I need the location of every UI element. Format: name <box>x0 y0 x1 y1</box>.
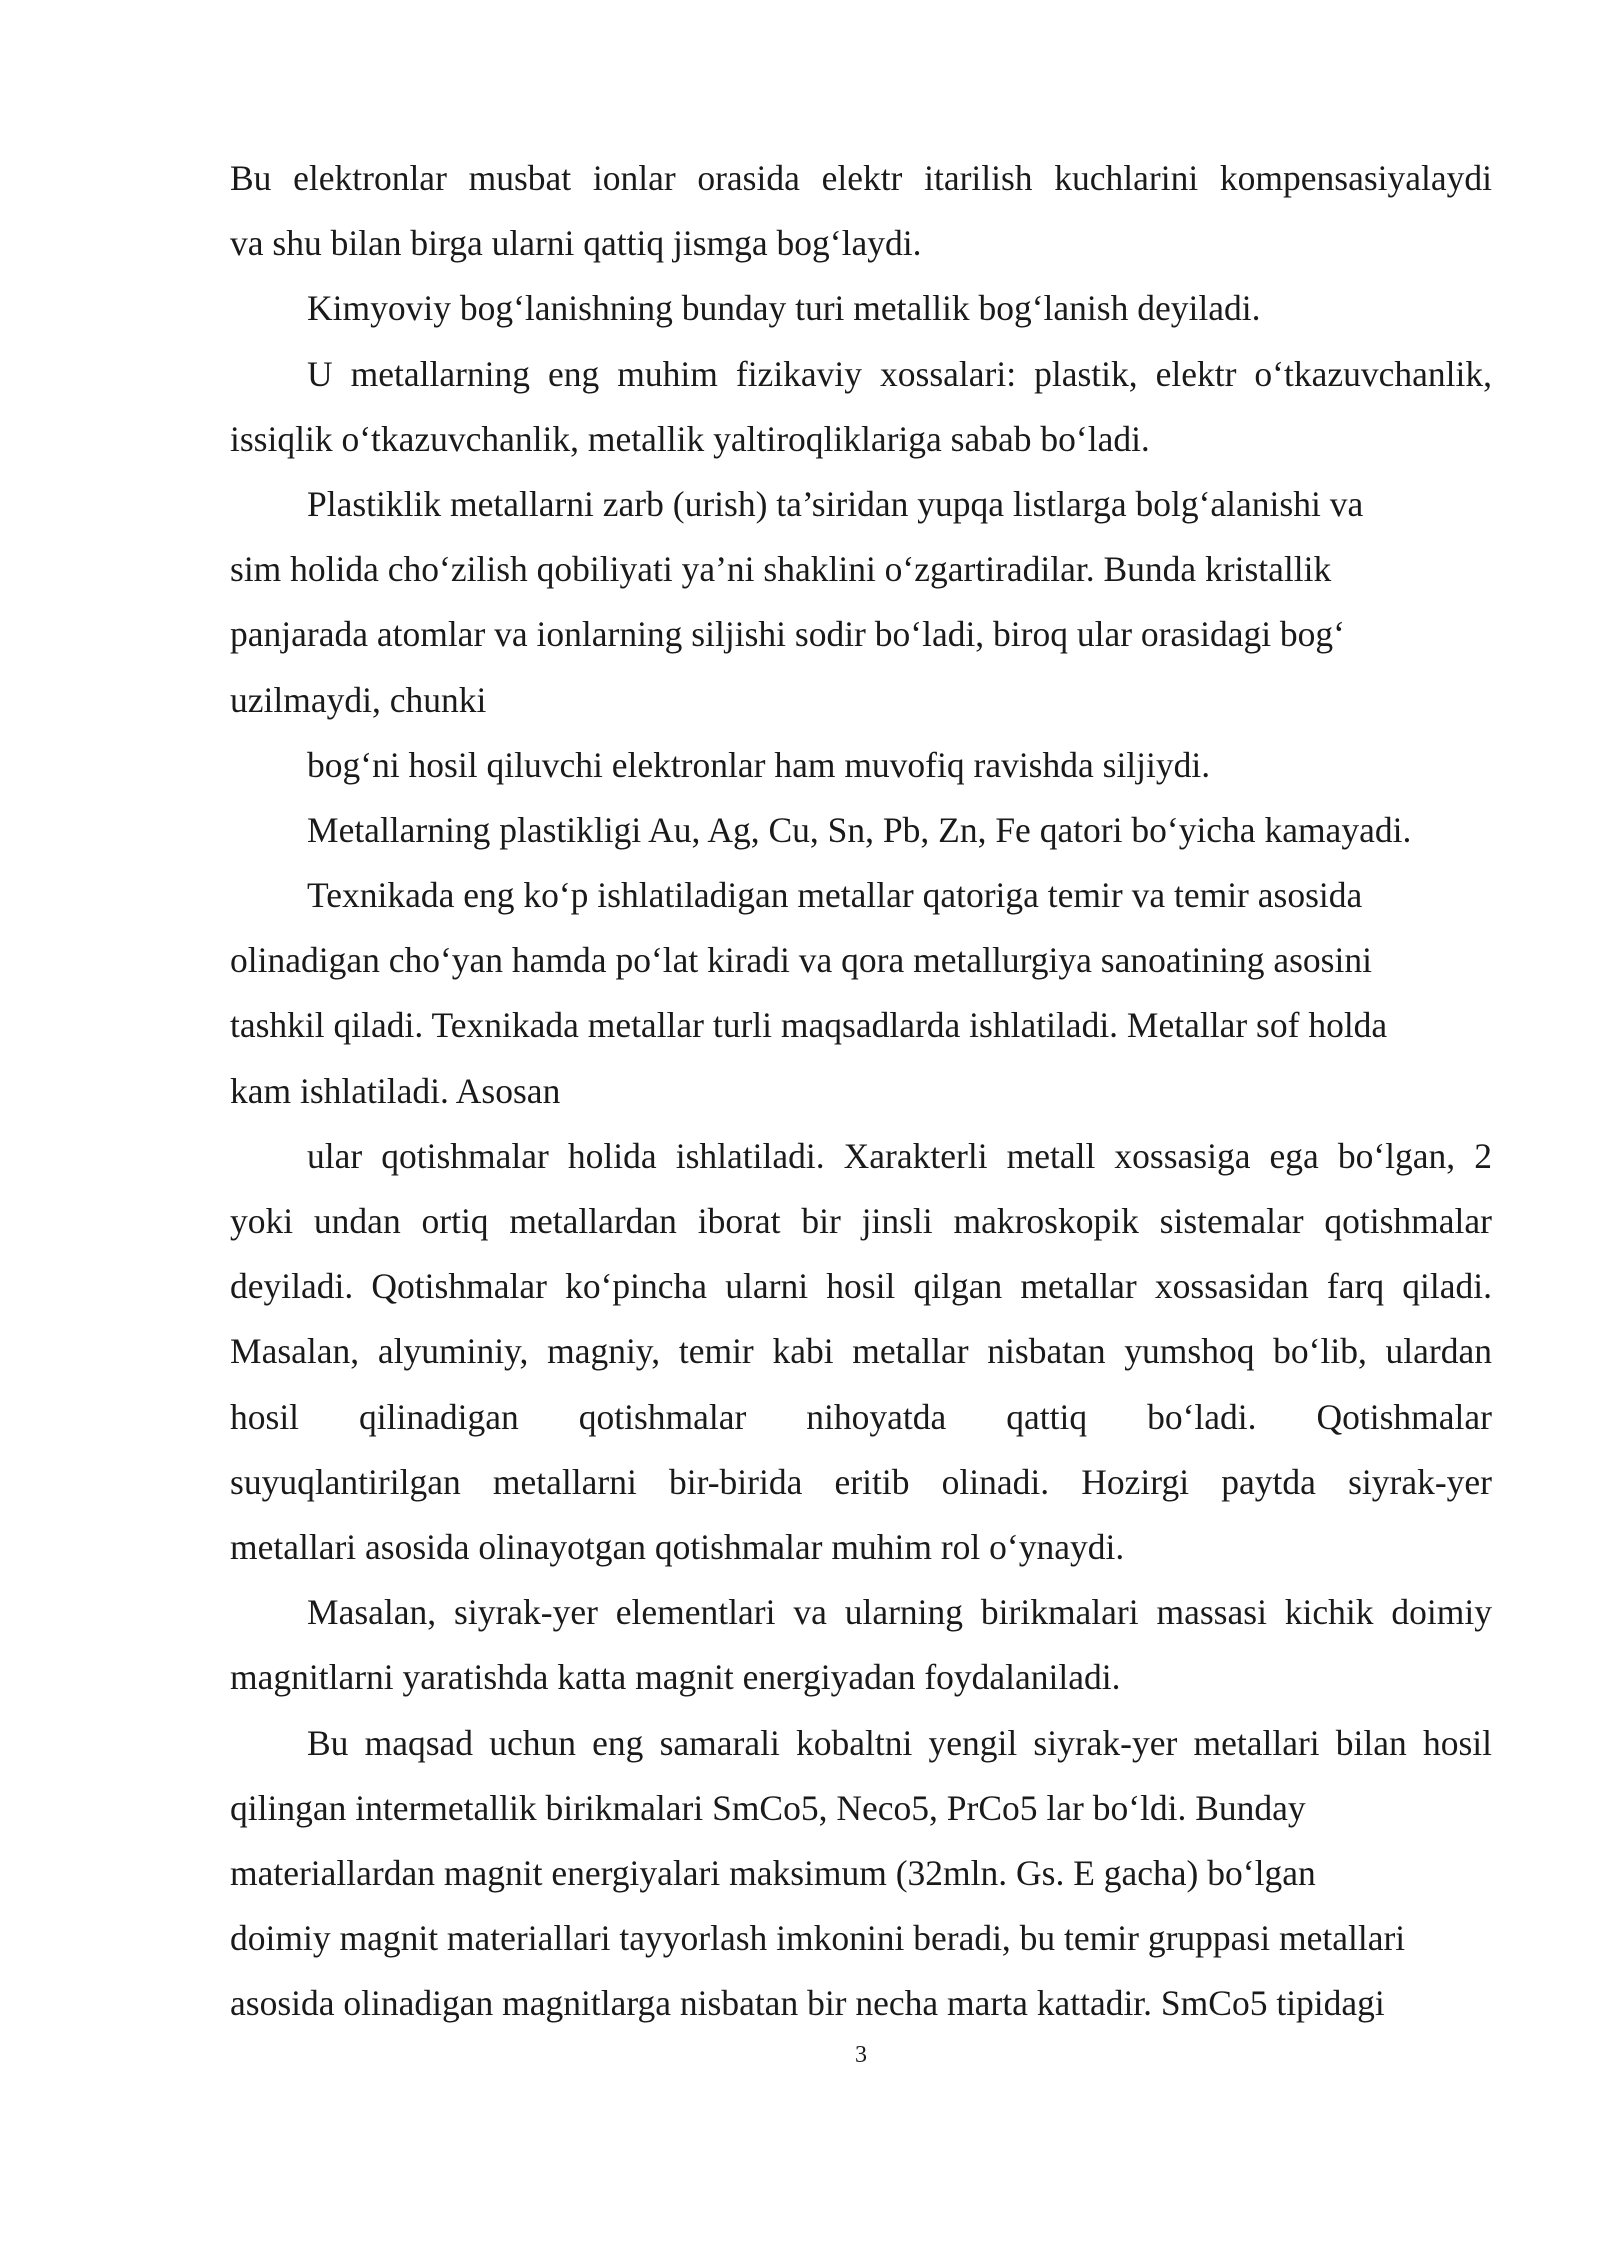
page-number: 3 <box>855 2042 867 2068</box>
text-line: Masalan, siyrak-yer elementlari va ularning birikmalari massasi kichik doimiy <box>307 1592 1492 1633</box>
text-line: Bu maqsad uchun eng samarali kobaltni yengil siyrak-yer metallari bilan hosil <box>307 1722 1492 1763</box>
text-line: Metallarning plastikligi Au, Ag, Cu, Sn, Pb, Zn, Fe qatori bo‘yicha kamayadi. <box>307 809 1412 850</box>
text-line: olinadigan cho‘yan hamda po‘lat kiradi va qora metallurgiya sanoatining asosini <box>230 940 1372 981</box>
text-line: suyuqlantirilgan metallarni bir-birida eritib olinadi. Hozirgi paytda siyrak-yer <box>230 1461 1492 1502</box>
text-line: hosil qilinadigan qotishmalar nihoyatda qattiq bo‘ladi. Qotishmalar <box>230 1396 1492 1437</box>
text-line: metallari asosida olinayotgan qotishmalar muhim rol o‘ynaydi. <box>230 1526 1125 1567</box>
text-line: ular qotishmalar holida ishlatiladi. Xarakterli metall xossasiga ega bo‘lgan, 2 <box>307 1135 1492 1176</box>
text-line: Kimyoviy bog‘lanishning bunday turi metallik bog‘lanish deyiladi. <box>307 288 1261 329</box>
text-line: doimiy magnit materiallari tayyorlash imkonini beradi, bu temir gruppasi metallari <box>230 1918 1406 1959</box>
text-line: Masalan, alyuminiy, magniy, temir kabi metallar nisbatan yumshoq bo‘lib, ulardan <box>230 1331 1492 1372</box>
text-line: tashkil qiladi. Texnikada metallar turli maqsadlarda ishlatiladi. Metallar sof holda <box>230 1005 1388 1046</box>
text-line: Bu elektronlar musbat ionlar orasida elektr itarilish kuchlarini kompensasiyalaydi <box>230 158 1492 198</box>
text-line: magnitlarni yaratishda katta magnit energiyadan foydalaniladi. <box>230 1657 1121 1698</box>
text-line: U metallarning eng muhim fizikaviy xossalari: plastik, elektr o‘tkazuvchanlik, <box>307 353 1492 394</box>
text-line: panjarada atomlar va ionlarning siljishi sodir bo‘ladi, biroq ular orasidagi bog‘ <box>230 614 1346 655</box>
text-line: va shu bilan birga ularni qattiq jismga bog‘laydi. <box>230 223 922 264</box>
text-line: deyiladi. Qotishmalar ko‘pincha ularni hosil qilgan metallar xossasidan farq qiladi. <box>230 1266 1492 1307</box>
text-line: yoki undan ortiq metallardan iborat bir jinsli makroskopik sistemalar qotishmalar <box>230 1201 1492 1241</box>
text-line: issiqlik o‘tkazuvchanlik, metallik yaltiroqliklariga sabab bo‘ladi. <box>230 418 1150 459</box>
body-text <box>230 146 1492 2036</box>
text-line: sim holida cho‘zilish qobiliyati ya’ni shaklini o‘zgartiradilar. Bunda kristallik <box>230 549 1332 590</box>
text-line: bog‘ni hosil qiluvchi elektronlar ham muvofiq ravishda siljiydi. <box>307 744 1211 785</box>
text-line: materiallardan magnit energiyalari maksimum (32mln. Gs. E gacha) bo‘lgan <box>230 1852 1316 1893</box>
text-line: qilingan intermetallik birikmalari SmCo5, Neco5, PrCo5 lar bo‘ldi. Bunday <box>230 1787 1306 1828</box>
text-line: kam ishlatiladi. Asosan <box>230 1070 561 1111</box>
text-line: asosida olinadigan magnitlarga nisbatan bir necha marta kattadir. SmCo5 tipidagi <box>230 1983 1385 2024</box>
text-line: Plastiklik metallarni zarb (urish) ta’siridan yupqa listlarga bolg‘alanishi va <box>307 483 1364 524</box>
text-line: Texnikada eng ko‘p ishlatiladigan metallar qatoriga temir va temir asosida <box>307 875 1363 916</box>
text-line: uzilmaydi, chunki <box>230 679 487 720</box>
